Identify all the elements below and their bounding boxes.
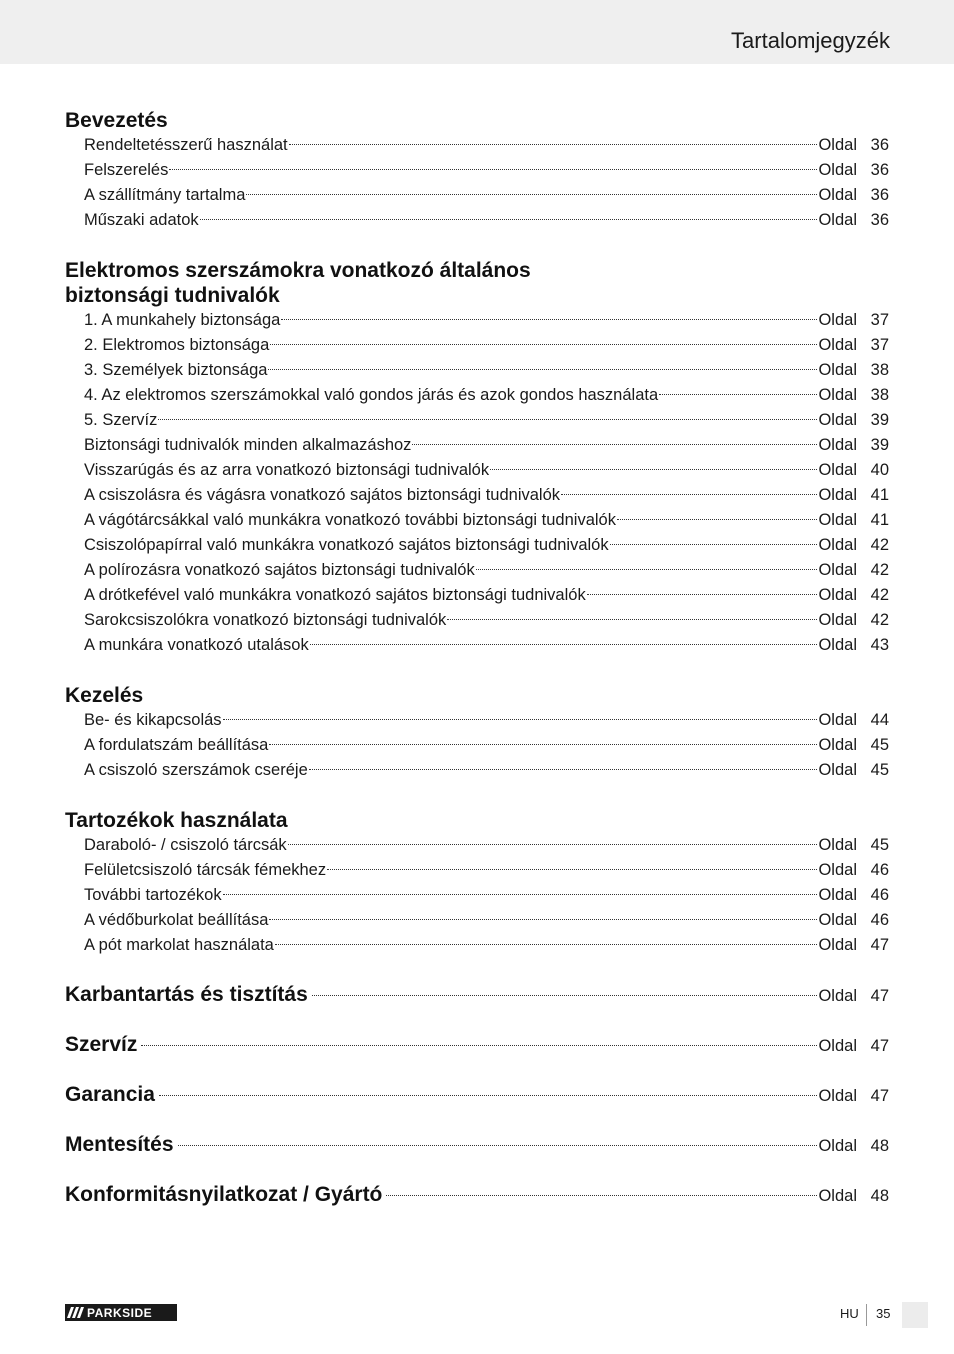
toc-entry-label: Csiszolópapírral való munkákra vonatkozó sajátos biztonsági tudnivalók: [84, 536, 609, 554]
dot-leader: [610, 544, 818, 545]
page-reference: [818, 971, 889, 1021]
toc-entry-label: Felületcsiszoló tárcsák fémekhez: [84, 861, 327, 879]
toc-entry[interactable]: [84, 133, 889, 158]
page-reference: [818, 458, 889, 483]
page-reference: [818, 533, 889, 558]
page-reference: [818, 408, 889, 433]
table-of-contents: [65, 108, 889, 1220]
page-reference: [818, 758, 889, 783]
page-word: Oldal: [818, 987, 857, 1005]
page-number: 47: [870, 936, 889, 954]
page-reference: [818, 183, 889, 208]
section-title: biztonsági tudnivalók: [65, 284, 280, 307]
page-reference: [818, 708, 889, 733]
page-reference: [818, 133, 889, 158]
page-reference: [818, 1021, 889, 1071]
page-reference: [818, 583, 889, 608]
toc-entry-label: 1. A munkahely biztonsága: [84, 311, 281, 329]
dot-leader: [490, 469, 817, 470]
toc-entry-label: A polírozásra vonatkozó sajátos biztonsági tudnivalók: [84, 561, 475, 579]
page-reference: [818, 433, 889, 458]
page-reference: [818, 933, 889, 958]
page-number: 47: [870, 1087, 889, 1105]
dot-leader: [281, 319, 817, 320]
toc-entry-label: A pót markolat használata: [84, 936, 274, 954]
page-word: Oldal: [818, 711, 857, 729]
toc-entry[interactable]: [84, 158, 889, 183]
page-reference: [818, 558, 889, 583]
page-number: 38: [870, 361, 889, 379]
page-reference: [818, 858, 889, 883]
dot-leader: [386, 1195, 817, 1196]
page-word: Oldal: [818, 861, 857, 879]
page-number: 46: [870, 886, 889, 904]
page-number: 45: [870, 761, 889, 779]
dot-leader: [412, 444, 817, 445]
section-title: Karbantartás és tisztítás: [65, 983, 308, 1006]
page-number: 42: [870, 561, 889, 579]
toc-entry[interactable]: [84, 183, 889, 208]
section-title: Tartozékok használata: [65, 809, 288, 832]
dot-leader: [587, 594, 818, 595]
footer-page-number: 35: [876, 1306, 891, 1321]
page-number: 48: [870, 1187, 889, 1205]
page-word: Oldal: [818, 161, 857, 179]
toc-entry-label: További tartozékok: [84, 886, 222, 904]
footer-tab-marker: [902, 1302, 928, 1328]
toc-major-entry[interactable]: [65, 1070, 889, 1120]
toc-entry-label: Sarokcsiszolókra vonatkozó biztonsági tudnivalók: [84, 611, 447, 629]
toc-entry[interactable]: [84, 483, 889, 508]
page-number: 36: [870, 186, 889, 204]
page-number: 42: [870, 611, 889, 629]
page-reference: [818, 208, 889, 233]
page-reference: [818, 158, 889, 183]
page-number: 39: [870, 411, 889, 429]
page-word: Oldal: [818, 1087, 857, 1105]
toc-section: [65, 258, 889, 658]
toc-entry-label: Műszaki adatok: [84, 211, 199, 229]
dot-leader: [309, 769, 818, 770]
dot-leader: [223, 719, 818, 720]
page-number: 44: [870, 711, 889, 729]
toc-entry[interactable]: [84, 358, 889, 383]
toc-major-entry[interactable]: [65, 970, 889, 1020]
dot-leader: [159, 1095, 818, 1096]
section-title: Konformitásnyilatkozat / Gyártó: [65, 1183, 383, 1206]
dot-leader: [289, 144, 818, 145]
toc-entry[interactable]: [84, 433, 889, 458]
page-number: 48: [870, 1137, 889, 1155]
page-word: Oldal: [818, 211, 857, 229]
page-reference: [818, 508, 889, 533]
toc-entry-label: Biztonsági tudnivalók minden alkalmazáshoz: [84, 436, 412, 454]
page-reference: [818, 333, 889, 358]
page-number: 36: [870, 211, 889, 229]
toc-section: [65, 683, 889, 783]
toc-entry-label: Felszerelés: [84, 161, 169, 179]
toc-entry[interactable]: [84, 583, 889, 608]
toc-entry-label: A csiszoló szerszámok cseréje: [84, 761, 308, 779]
dot-leader: [561, 494, 817, 495]
page-number: 37: [870, 311, 889, 329]
page-word: Oldal: [818, 536, 857, 554]
page-reference: [818, 1071, 889, 1121]
dot-leader: [312, 995, 818, 996]
toc-entry[interactable]: [84, 333, 889, 358]
dot-leader: [617, 519, 817, 520]
toc-entry-label: A munkára vonatkozó utalások: [84, 636, 309, 654]
page-reference: [818, 483, 889, 508]
page-number: 42: [870, 586, 889, 604]
page-word: Oldal: [818, 586, 857, 604]
logo-stripes-icon: [65, 1304, 87, 1321]
dot-leader: [158, 419, 817, 420]
section-title: Bevezetés: [65, 109, 168, 132]
page-word: Oldal: [818, 836, 857, 854]
page-word: Oldal: [818, 736, 857, 754]
toc-major-entry[interactable]: [65, 1170, 889, 1220]
dot-leader: [288, 844, 818, 845]
toc-entry-label: A fordulatszám beállítása: [84, 736, 269, 754]
toc-entry-label: Rendeltetésszerű használat: [84, 136, 288, 154]
toc-entry[interactable]: [84, 308, 889, 333]
toc-entry[interactable]: [84, 708, 889, 733]
page-number: 46: [870, 861, 889, 879]
footer-divider: [866, 1304, 867, 1326]
page-word: Oldal: [818, 136, 857, 154]
page-number: 41: [870, 511, 889, 529]
page-word: Oldal: [818, 1037, 857, 1055]
page-word: Oldal: [818, 486, 857, 504]
toc-entry-label: A védőburkolat beállítása: [84, 911, 269, 929]
page-reference: [818, 308, 889, 333]
page-word: Oldal: [818, 561, 857, 579]
toc-entry[interactable]: [84, 858, 889, 883]
section-title: Garancia: [65, 1083, 155, 1106]
toc-major-entry[interactable]: [65, 1020, 889, 1070]
page-number: 37: [870, 336, 889, 354]
page-number: 36: [870, 161, 889, 179]
footer-language: HU: [840, 1306, 859, 1321]
toc-section: [65, 808, 889, 958]
parkside-logo: [65, 1304, 177, 1321]
page-number: 38: [870, 386, 889, 404]
dot-leader: [275, 944, 818, 945]
page-word: Oldal: [818, 411, 857, 429]
page-word: Oldal: [818, 936, 857, 954]
page-number: 46: [870, 911, 889, 929]
toc-entry[interactable]: [84, 883, 889, 908]
page-number: 40: [870, 461, 889, 479]
page-title: Tartalomjegyzék: [731, 28, 890, 53]
toc-entry-label: 5. Szervíz: [84, 411, 158, 429]
toc-entry[interactable]: [84, 933, 889, 958]
page-word: Oldal: [818, 361, 857, 379]
toc-entry-label: A vágótárcsákkal való munkákra vonatkozó további biztonsági tudnivalók: [84, 511, 616, 529]
dot-leader: [310, 644, 818, 645]
toc-entry[interactable]: [84, 458, 889, 483]
page-reference: [818, 908, 889, 933]
page-number: 41: [870, 486, 889, 504]
page-word: Oldal: [818, 436, 857, 454]
toc-entry-label: A szállítmány tartalma: [84, 186, 246, 204]
page-word: Oldal: [818, 461, 857, 479]
dot-leader: [269, 744, 817, 745]
section-title: Mentesítés: [65, 1133, 174, 1156]
page-reference: [818, 1121, 889, 1171]
toc-entry[interactable]: [84, 408, 889, 433]
page-reference: [818, 733, 889, 758]
dot-leader: [178, 1145, 818, 1146]
toc-entry[interactable]: [84, 908, 889, 933]
page-word: Oldal: [818, 311, 857, 329]
dot-leader: [200, 219, 818, 220]
dot-leader: [268, 369, 817, 370]
page-word: Oldal: [818, 636, 857, 654]
toc-entry[interactable]: [84, 608, 889, 633]
header-band: [0, 0, 954, 64]
section-title: Elektromos szerszámokra vonatkozó általános: [65, 259, 531, 282]
dot-leader: [269, 919, 817, 920]
toc-entry-label: 3. Személyek biztonsága: [84, 361, 268, 379]
section-title: Kezelés: [65, 684, 144, 707]
toc-entry[interactable]: [84, 758, 889, 783]
logo-brand-text: PARKSIDE: [87, 1305, 153, 1320]
dot-leader: [223, 894, 818, 895]
toc-entry[interactable]: [84, 633, 889, 658]
dot-leader: [476, 569, 818, 570]
page-number: 39: [870, 436, 889, 454]
page-word: Oldal: [818, 186, 857, 204]
page-reference: [818, 883, 889, 908]
page-reference: [818, 608, 889, 633]
page-number: 36: [870, 136, 889, 154]
dot-leader: [246, 194, 817, 195]
toc-entry[interactable]: [84, 383, 889, 408]
section-title: Szervíz: [65, 1033, 138, 1056]
page-number: 45: [870, 736, 889, 754]
toc-entry-label: A csiszolásra és vágásra vonatkozó sajátos biztonsági tudnivalók: [84, 486, 561, 504]
toc-entry[interactable]: [84, 508, 889, 533]
toc-entry[interactable]: [84, 533, 889, 558]
page-word: Oldal: [818, 886, 857, 904]
page-word: Oldal: [818, 511, 857, 529]
toc-major-entry[interactable]: [65, 1120, 889, 1170]
toc-entry[interactable]: [84, 208, 889, 233]
page-reference: [818, 1171, 889, 1221]
toc-entry-label: Be- és kikapcsolás: [84, 711, 222, 729]
toc-entry[interactable]: [84, 733, 889, 758]
page-number: 42: [870, 536, 889, 554]
toc-section: [65, 108, 889, 233]
toc-entry-label: Daraboló- / csiszoló tárcsák: [84, 836, 287, 854]
toc-entry-label: 4. Az elektromos szerszámokkal való gondos járás és azok gondos használata: [84, 386, 659, 404]
page-reference: [818, 358, 889, 383]
page-number: 45: [870, 836, 889, 854]
page-number: 47: [870, 987, 889, 1005]
page-number: 43: [870, 636, 889, 654]
page-word: Oldal: [818, 386, 857, 404]
toc-entry[interactable]: [84, 833, 889, 858]
page-word: Oldal: [818, 611, 857, 629]
dot-leader: [327, 869, 817, 870]
page-word: Oldal: [818, 1187, 857, 1205]
page-reference: [818, 383, 889, 408]
dot-leader: [169, 169, 817, 170]
dot-leader: [447, 619, 817, 620]
dot-leader: [141, 1045, 817, 1046]
page-word: Oldal: [818, 336, 857, 354]
page-word: Oldal: [818, 911, 857, 929]
dot-leader: [659, 394, 817, 395]
dot-leader: [270, 344, 817, 345]
page-reference: [818, 833, 889, 858]
page-word: Oldal: [818, 761, 857, 779]
page-word: Oldal: [818, 1137, 857, 1155]
toc-entry[interactable]: [84, 558, 889, 583]
toc-entry-label: 2. Elektromos biztonsága: [84, 336, 270, 354]
page-reference: [818, 633, 889, 658]
toc-entry-label: A drótkefével való munkákra vonatkozó sajátos biztonsági tudnivalók: [84, 586, 586, 604]
page-number: 47: [870, 1037, 889, 1055]
toc-entry-label: Visszarúgás és az arra vonatkozó biztonsági tudnivalók: [84, 461, 490, 479]
